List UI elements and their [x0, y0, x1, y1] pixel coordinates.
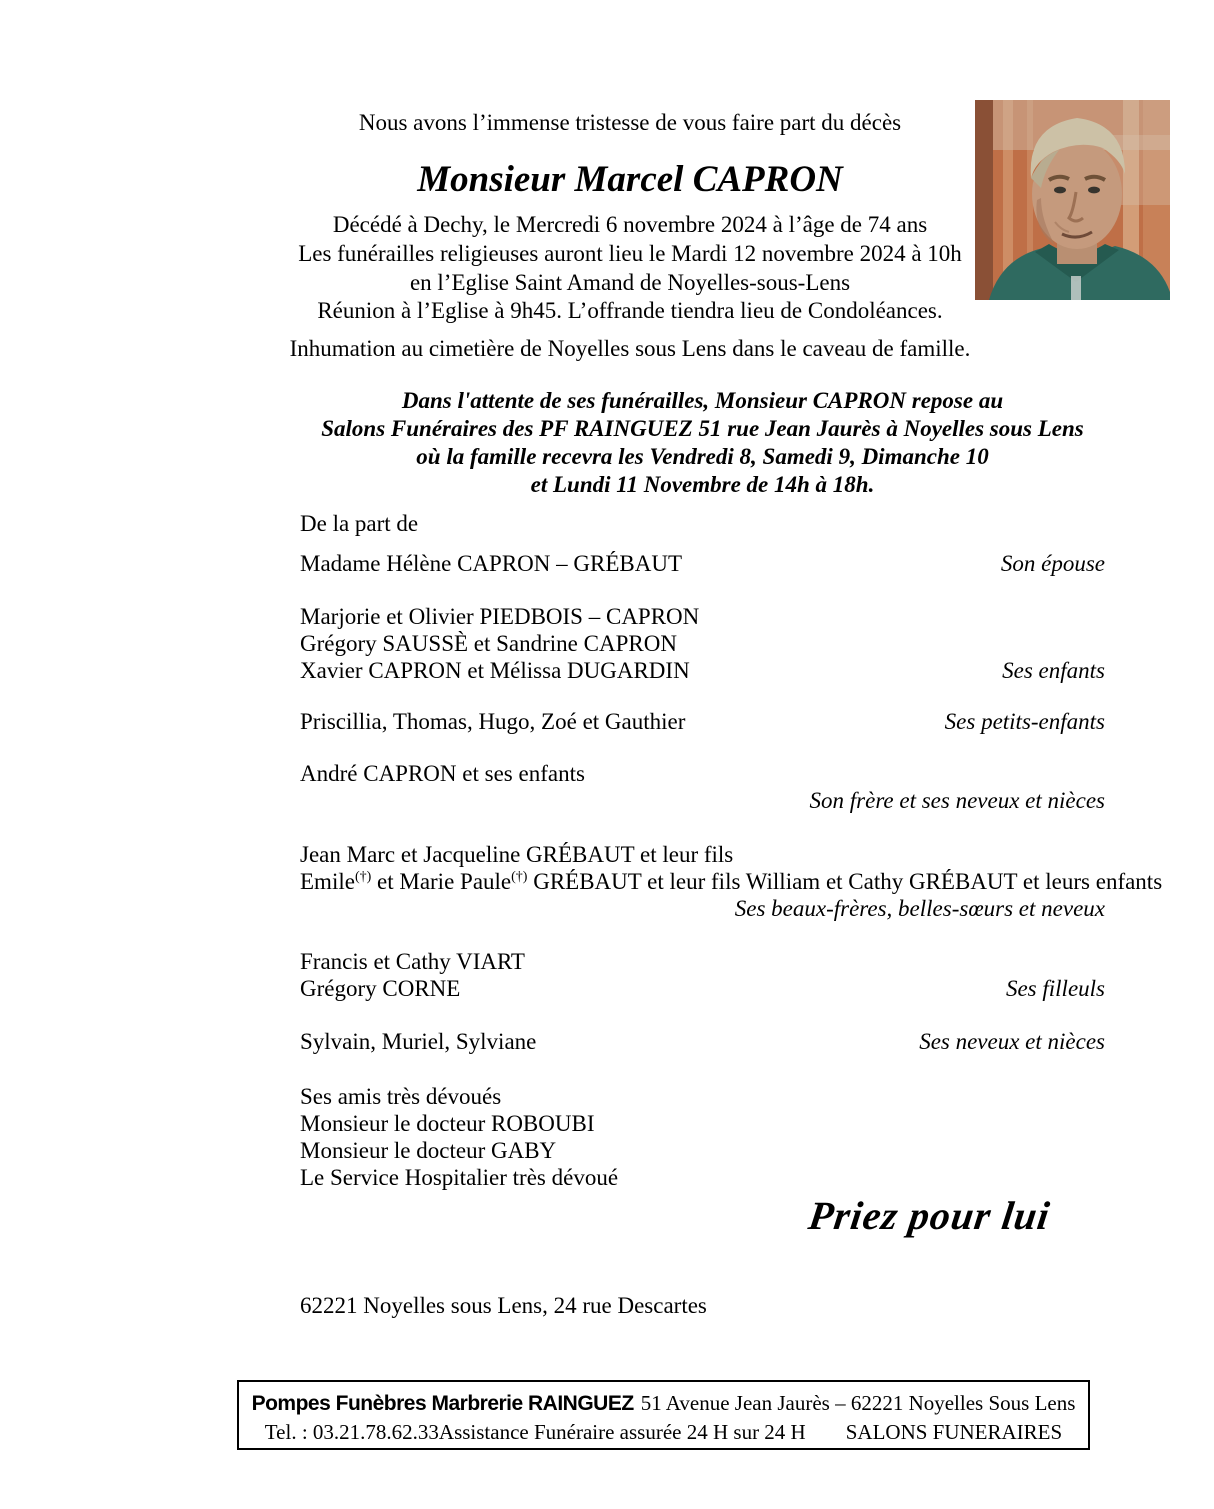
grandchildren-relation-label: Ses petits-enfants: [944, 709, 1105, 734]
deceased-dagger-mark: (†): [511, 869, 528, 885]
inlaws-line-1: Jean Marc et Jacqueline GRÉBAUT et leur fils: [300, 842, 734, 867]
spouse-relation-label: Son épouse: [1000, 551, 1105, 576]
friends-line-1: Ses amis très dévoués: [300, 1084, 502, 1109]
footer-line-2: [239, 1418, 1088, 1446]
brother-relation-label: Son frère et ses neveux et nièces: [809, 788, 1105, 813]
children-line-3: Xavier CAPRON et Mélissa DUGARDIN: [300, 658, 690, 683]
inlaws-name-emile: Emile: [300, 869, 355, 894]
brother-names: André CAPRON et ses enfants: [300, 761, 585, 786]
spouse-names: Madame Hélène CAPRON – GRÉBAUT: [300, 551, 683, 576]
funeral-info-line: Les funérailles religieuses auront lieu le Mardi 12 novembre 2024 à 10h: [298, 241, 962, 266]
funeral-home-name: Pompes Funèbres Marbrerie RAINGUEZ: [251, 1392, 634, 1415]
burial-info-line: Inhumation au cimetière de Noyelles sous Lens dans le caveau de famille.: [289, 336, 971, 361]
inlaws-relation-label: Ses beaux-frères, belles-sœurs et neveux: [734, 896, 1105, 921]
nieces-names: Sylvain, Muriel, Sylviane: [300, 1029, 537, 1054]
children-relation-label: Ses enfants: [1002, 658, 1105, 683]
funeral-home-address: 51 Avenue Jean Jaurès – 62221 Noyelles Sous Lens: [640, 1391, 1076, 1415]
deceased-dagger-mark: (†): [354, 869, 372, 885]
funeral-home-phone: Tel. : 03.21.78.62.33Assistance Funéraire assurée 24 H sur 24 H: [264, 1420, 806, 1444]
meeting-info-line: Réunion à l’Eglise à 9h45. L’offrande tiendra lieu de Condoléances.: [317, 298, 943, 323]
children-line-2: Grégory SAUSSÈ et Sandrine CAPRON: [300, 631, 677, 656]
funeral-home-footer-box: [237, 1380, 1090, 1450]
godsons-line-2: Grégory CORNE: [300, 976, 461, 1001]
inlaws-names-rest: GRÉBAUT et leur fils William et Cathy GRÉBAUT et leurs enfants: [527, 869, 1163, 894]
friends-line-2: Monsieur le docteur ROBOUBI: [300, 1111, 595, 1136]
death-info-line: Décédé à Dechy, le Mercredi 6 novembre 2024 à l’âge de 74 ans: [332, 212, 928, 237]
contact-address-line: 62221 Noyelles sous Lens, 24 rue Descartes: [300, 1293, 707, 1318]
nieces-relation-label: Ses neveux et nièces: [919, 1029, 1105, 1054]
salons-funeraires-label: SALONS FUNERAIRES: [845, 1420, 1063, 1444]
repose-line-4: et Lundi 11 Novembre de 14h à 18h.: [530, 472, 875, 497]
deceased-name-title: Monsieur Marcel CAPRON: [417, 159, 843, 200]
announcement-line: Nous avons l’immense tristesse de vous faire part du décès: [358, 110, 902, 135]
repose-line-2: Salons Funéraires des PF RAINGUEZ 51 rue Jean Jaurès à Noyelles sous Lens: [321, 416, 1084, 441]
repose-line-1: Dans l'attente de ses funérailles, Monsieur CAPRON repose au: [401, 388, 1004, 413]
friends-line-3: Monsieur le docteur GABY: [300, 1138, 557, 1163]
friends-line-4: Le Service Hospitalier très dévoué: [300, 1165, 619, 1190]
grandchildren-names: Priscillia, Thomas, Hugo, Zoé et Gauthier: [300, 709, 686, 734]
from-heading: De la part de: [300, 511, 419, 536]
footer-line-1: [239, 1389, 1088, 1418]
repose-line-3: où la famille recevra les Vendredi 8, Samedi 9, Dimanche 10: [416, 444, 989, 469]
prayer-script-text: Priez pour lui: [806, 1193, 1054, 1238]
children-line-1: Marjorie et Olivier PIEDBOIS – CAPRON: [300, 604, 700, 629]
godsons-relation-label: Ses filleuls: [1005, 976, 1105, 1001]
godsons-line-1: Francis et Cathy VIART: [300, 949, 525, 974]
inlaws-line-2: [300, 869, 1162, 895]
inlaws-name-marie-paule: et Marie Paule: [371, 869, 512, 894]
church-info-line: en l’Eglise Saint Amand de Noyelles-sous-Lens: [409, 270, 851, 295]
